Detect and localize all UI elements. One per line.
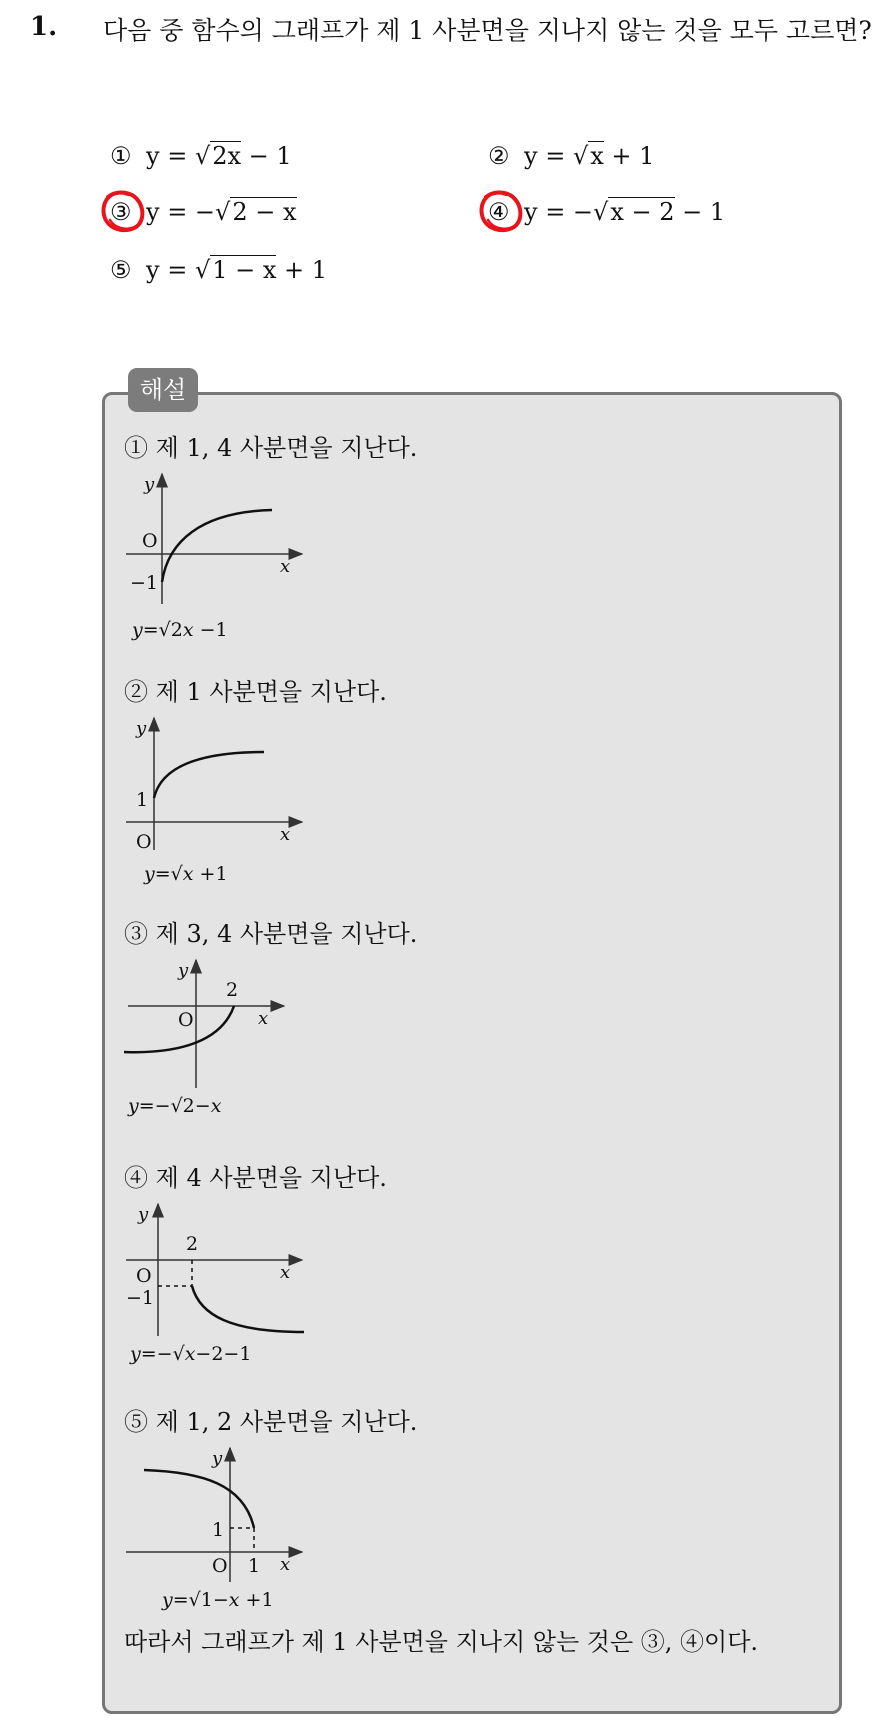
- choice-prefix: y =: [146, 256, 195, 284]
- y-intercept-label: 1: [212, 1519, 225, 1541]
- choice-prefix: y =: [524, 142, 573, 170]
- choice-suffix: + 1: [276, 256, 328, 284]
- graph-3: [122, 956, 322, 1136]
- y-label: y: [178, 960, 189, 981]
- solution-statement-3: ③ 제 3, 4 사분면을 지난다.: [124, 920, 418, 948]
- question-number: 1.: [30, 12, 58, 42]
- choice-5[interactable]: ⑤ y = √1 − x + 1: [110, 256, 328, 284]
- choice-1[interactable]: ① y = √2x − 1: [110, 142, 292, 170]
- curve: [192, 1286, 304, 1332]
- y-label: y: [136, 718, 147, 739]
- intercept-label: 2: [226, 979, 239, 1001]
- y-label: y: [144, 474, 155, 495]
- choice-prefix: y = −: [524, 198, 594, 226]
- choice-marker: ①: [110, 142, 132, 170]
- solution-statement-1: ① 제 1, 4 사분면을 지난다.: [124, 434, 418, 462]
- x-label: x: [280, 556, 291, 577]
- graph-4: [122, 1200, 322, 1380]
- origin-label: O: [212, 1555, 228, 1577]
- intercept-label: −1: [130, 572, 159, 594]
- curve: [154, 752, 264, 798]
- origin-label: O: [136, 831, 152, 853]
- choice-4[interactable]: ④ y = −√x − 2 − 1: [488, 198, 726, 226]
- choice-radicand: 1 − x: [212, 256, 277, 284]
- graph-1: [122, 472, 322, 652]
- choice-marker: ④: [488, 198, 510, 226]
- choice-radicand: 2 − x: [232, 198, 297, 226]
- y-label: y: [138, 1204, 149, 1225]
- selection-circle-mark-3: [98, 186, 148, 238]
- graph-caption: y=−√2−x: [128, 1095, 222, 1117]
- graph-caption: y=−√x−2−1: [130, 1343, 252, 1365]
- choice-radicand: x − 2: [610, 198, 675, 226]
- graph-caption: y=√x +1: [144, 863, 228, 885]
- selection-circle-mark-4: [476, 186, 526, 238]
- y-label: y: [212, 1448, 223, 1469]
- origin-label: O: [178, 1009, 194, 1031]
- choice-marker: ②: [488, 142, 510, 170]
- x-label: x: [280, 1554, 291, 1575]
- choice-suffix: + 1: [603, 142, 655, 170]
- graph-2: [122, 716, 322, 896]
- choice-prefix: y = −: [146, 198, 216, 226]
- point-label-neg1: −1: [126, 1287, 155, 1309]
- graph-caption: y=√1−x +1: [162, 1589, 274, 1611]
- graph-5: [122, 1444, 322, 1624]
- curve: [162, 510, 272, 582]
- origin-label: O: [136, 1265, 152, 1287]
- choice-radicand: x: [590, 142, 604, 170]
- solution-statement-4: ④ 제 4 사분면을 지난다.: [124, 1164, 387, 1192]
- choice-suffix: − 1: [674, 198, 726, 226]
- choice-marker: ③: [110, 198, 132, 226]
- choice-marker: ⑤: [110, 256, 132, 284]
- x-label: x: [280, 1262, 291, 1283]
- intercept-label: 1: [136, 789, 149, 811]
- x-label: x: [280, 824, 291, 845]
- solution-statement-5: ⑤ 제 1, 2 사분면을 지난다.: [124, 1408, 418, 1436]
- choice-prefix: y =: [146, 142, 195, 170]
- origin-label: O: [142, 530, 158, 552]
- x-label: x: [258, 1008, 269, 1029]
- solution-tag: 해설: [128, 368, 198, 412]
- choice-3[interactable]: ③ y = −√2 − x: [110, 198, 297, 226]
- graph-caption: y=√2x −1: [132, 619, 228, 641]
- x-intercept-label: 1: [248, 1555, 261, 1577]
- solution-statement-2: ② 제 1 사분면을 지난다.: [124, 678, 387, 706]
- choice-2[interactable]: ② y = √x + 1: [488, 142, 655, 170]
- choice-radicand: 2x: [212, 142, 242, 170]
- point-label-2: 2: [186, 1233, 199, 1255]
- choice-suffix: − 1: [241, 142, 292, 170]
- curve: [144, 1470, 254, 1528]
- solution-conclusion: 따라서 그래프가 제 1 사분면을 지나지 않는 것은 ③, ④이다.: [124, 1628, 759, 1656]
- question-text: 다음 중 함수의 그래프가 제 1 사분면을 지나지 않는 것을 모두 고르면?: [103, 16, 872, 45]
